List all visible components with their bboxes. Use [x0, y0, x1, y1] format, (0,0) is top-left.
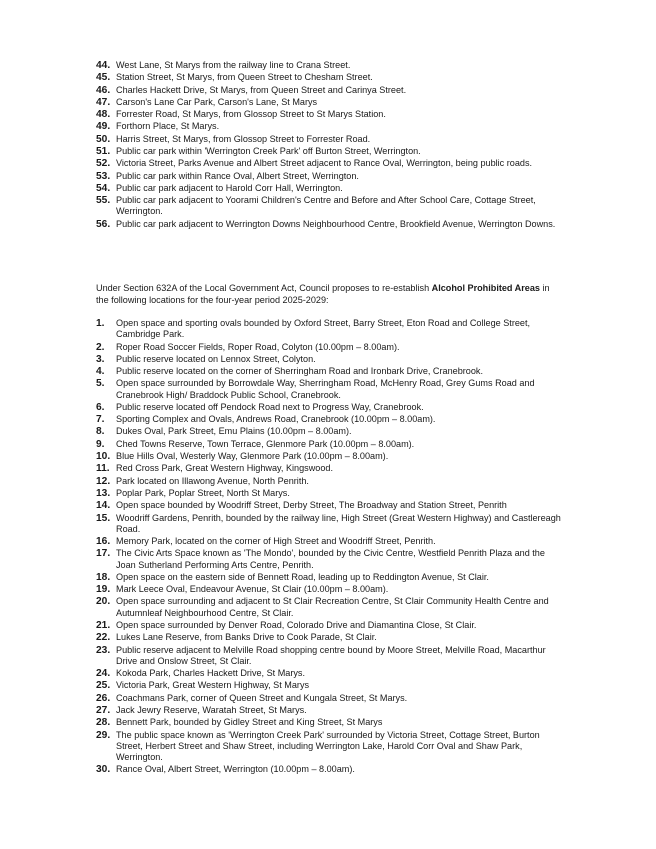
list-item-number: 15.	[96, 512, 111, 524]
list-item	[96, 463, 566, 474]
list-item-number: 18.	[96, 571, 111, 583]
list-item-text: Memory Park, located on the corner of High Street and Woodriff Street, Penrith.	[116, 536, 436, 547]
list-item-number: 28.	[96, 717, 111, 729]
list-item-text: Coachmans Park, corner of Queen Street and Kungala Street, St Marys.	[116, 692, 408, 703]
list-item-text: Station Street, St Marys, from Queen Street to Chesham Street.	[116, 72, 373, 83]
list-item	[96, 645, 566, 667]
list-item-text: Open space surrounding and adjacent to St Clair Recreation Centre, St Clair Community Health Centre and Autumnleaf Neighbourhood Centre, St Clair.	[116, 596, 549, 618]
list-item-text: Victoria Street, Parks Avenue and Albert Street adjacent to Rance Oval, Werrington, being public roads.	[116, 158, 533, 169]
intro-paragraph	[96, 283, 564, 306]
list-item	[96, 596, 566, 618]
list-item-text: Public reserve located on Lennox Street, Colyton.	[116, 353, 316, 364]
list-item-number: 13.	[96, 487, 111, 499]
list-item	[96, 439, 566, 450]
list-item-number: 19.	[96, 584, 111, 596]
list-item-text: Park located on Illawong Avenue, North Penrith.	[116, 475, 309, 486]
list-item	[96, 354, 566, 365]
list-item	[96, 60, 566, 71]
list-item	[96, 572, 566, 583]
list-item	[96, 536, 566, 547]
list-item	[96, 366, 566, 377]
list-item-text: Harris Street, St Marys, from Glossop Street to Forrester Road.	[116, 133, 371, 144]
list-item-text: Woodriff Gardens, Penrith, bounded by the railway line, High Street (Great Western Highway) and Castlereagh Road.	[116, 512, 561, 534]
list-item	[96, 620, 566, 631]
list-item-number: 23.	[96, 644, 111, 656]
list-item-text: Victoria Park, Great Western Highway, St Marys	[116, 680, 310, 691]
list-item-number: 12.	[96, 475, 111, 487]
list-item-number: 47.	[96, 96, 111, 108]
list-item-text: Public car park adjacent to Werrington Downs Neighbourhood Centre, Brookfield Avenue, Werrington Downs.	[116, 218, 556, 229]
list-item-number: 50.	[96, 133, 111, 145]
list-item	[96, 109, 566, 120]
list-item	[96, 668, 566, 679]
list-item-number: 46.	[96, 84, 111, 96]
list-item	[96, 183, 566, 194]
list-item	[96, 342, 566, 353]
list-item	[96, 85, 566, 96]
list-item	[96, 548, 566, 570]
alcohol-prohibited-areas-list	[96, 318, 566, 777]
list-item-number: 25.	[96, 680, 111, 692]
list-item-number: 48.	[96, 109, 111, 121]
list-item-number: 26.	[96, 692, 111, 704]
list-item	[96, 158, 566, 169]
list-item-text: Jack Jewry Reserve, Waratah Street, St Marys.	[116, 704, 307, 715]
list-item-number: 14.	[96, 500, 111, 512]
list-item-number: 17.	[96, 548, 111, 560]
list-item-number: 9.	[96, 438, 105, 450]
list-item-number: 4.	[96, 366, 105, 378]
list-item-number: 29.	[96, 729, 111, 741]
list-item-number: 22.	[96, 632, 111, 644]
list-item-number: 2.	[96, 341, 105, 353]
list-item	[96, 513, 566, 535]
list-item-text: The public space known as 'Werrington Creek Park' surrounded by Victoria Street, Cottage Street, Burton Street, Herbert Street and Shaw Street, including Werrington Lake, Harold Corr Oval and Shaw Park, Werrington.	[116, 729, 540, 762]
list-item-text: Open space surrounded by Borrowdale Way, Sherringham Road, McHenry Road, Grey Gums Road and Cranebrook High/ Braddock Public School, Cranebrook.	[116, 378, 535, 400]
list-item-number: 7.	[96, 414, 105, 426]
list-item-text: Kokoda Park, Charles Hackett Drive, St Marys.	[116, 668, 306, 679]
list-item-number: 53.	[96, 170, 111, 182]
list-item	[96, 97, 566, 108]
list-item-text: Public car park within 'Werrington Creek Park' off Burton Street, Werrington.	[116, 146, 421, 157]
list-item	[96, 426, 566, 437]
list-item-number: 49.	[96, 121, 111, 133]
list-item	[96, 693, 566, 704]
list-item-number: 24.	[96, 668, 111, 680]
list-item	[96, 730, 566, 764]
list-item	[96, 414, 566, 425]
list-item-number: 1.	[96, 318, 105, 329]
list-item-number: 10.	[96, 451, 111, 463]
list-item	[96, 632, 566, 643]
list-item-number: 52.	[96, 158, 111, 170]
list-item	[96, 219, 566, 230]
list-item-number: 16.	[96, 536, 111, 548]
list-item-number: 56.	[96, 218, 111, 230]
list-item-number: 21.	[96, 619, 111, 631]
list-item-text: Open space surrounded by Denver Road, Colorado Drive and Diamantina Close, St Clair.	[116, 619, 477, 630]
list-item	[96, 584, 566, 595]
list-item-text: The Civic Arts Space known as 'The Mondo', bounded by the Civic Centre, Westfield Penrith Plaza and the Joan Sutherland Performing Arts Centre, Penrith.	[116, 548, 545, 570]
list-item	[96, 764, 566, 775]
list-item-text: Charles Hackett Drive, St Marys, from Queen Street and Carinya Street.	[116, 84, 407, 95]
road-car-park-list	[96, 60, 566, 231]
list-item	[96, 134, 566, 145]
list-item-number: 27.	[96, 704, 111, 716]
list-item-text: Dukes Oval, Park Street, Emu Plains (10.00pm – 8.00am).	[116, 426, 352, 437]
list-item-text: Public car park adjacent to Yoorami Children's Centre and Before and After School Care, Cottage Street, Werrington.	[116, 195, 536, 217]
list-item-text: Lukes Lane Reserve, from Banks Drive to Cook Parade, St Clair.	[116, 632, 377, 643]
list-item-number: 30.	[96, 764, 111, 776]
list-item-number: 5.	[96, 378, 105, 390]
list-item	[96, 705, 566, 716]
intro-bold: Alcohol Prohibited Areas	[431, 283, 540, 293]
list-item-text: Roper Road Soccer Fields, Roper Road, Colyton (10.00pm – 8.00am).	[116, 341, 400, 352]
list-item-text: Public car park adjacent to Harold Corr Hall, Werrington.	[116, 182, 343, 193]
list-item	[96, 488, 566, 499]
list-item	[96, 402, 566, 413]
list-item	[96, 195, 566, 217]
intro-before: Under Section 632A of the Local Government Act, Council proposes to re-establish	[96, 283, 432, 293]
list-item-number: 3.	[96, 353, 105, 365]
list-item-text: Public reserve adjacent to Melville Road shopping centre bound by Moore Street, Melville Road, Macarthur Drive and Onslow Street, St Clair.	[116, 644, 546, 666]
list-item-text: Public reserve located off Pendock Road next to Progress Way, Cranebrook.	[116, 401, 424, 412]
list-item-text: Public reserve located on the corner of Sherringham Road and Ironbark Drive, Cranebrook.	[116, 366, 483, 377]
list-item-number: 11.	[96, 463, 110, 475]
list-item	[96, 171, 566, 182]
list-item	[96, 500, 566, 511]
list-item-number: 20.	[96, 596, 111, 608]
list-item-number: 45.	[96, 72, 111, 84]
list-item-text: Open space bounded by Woodriff Street, Derby Street, The Broadway and Station Street, Penrith	[116, 500, 507, 511]
list-item	[96, 476, 566, 487]
list-item	[96, 146, 566, 157]
list-item-text: Rance Oval, Albert Street, Werrington (10.00pm – 8.00am).	[116, 764, 355, 775]
list-item-text: Poplar Park, Poplar Street, North St Marys.	[116, 487, 290, 498]
list-item-text: Forthorn Place, St Marys.	[116, 121, 220, 132]
list-item-number: 51.	[96, 146, 111, 158]
list-item-text: Red Cross Park, Great Western Highway, Kingswood.	[116, 463, 333, 474]
list-item	[96, 121, 566, 132]
list-item-text: Carson's Lane Car Park, Carson's Lane, St Marys	[116, 96, 318, 107]
list-item-text: Blue Hills Oval, Westerly Way, Glenmore Park (10.00pm – 8.00am).	[116, 451, 389, 462]
list-item-text: West Lane, St Marys from the railway line to Crana Street.	[116, 60, 351, 70]
list-item	[96, 717, 566, 728]
list-item-text: Public car park within Rance Oval, Albert Street, Werrington.	[116, 170, 359, 181]
list-item	[96, 72, 566, 83]
list-item-text: Bennett Park, bounded by Gidley Street and King Street, St Marys	[116, 717, 383, 728]
list-item	[96, 378, 566, 400]
list-item	[96, 680, 566, 691]
list-item-number: 44.	[96, 60, 111, 71]
list-item-text: Mark Leece Oval, Endeavour Avenue, St Clair (10.00pm – 8.00am).	[116, 584, 389, 595]
list-item-number: 55.	[96, 195, 111, 207]
list-item	[96, 318, 566, 340]
list-item-number: 54.	[96, 182, 111, 194]
list-item-text: Open space on the eastern side of Bennett Road, leading up to Reddington Avenue, St Clair.	[116, 571, 489, 582]
list-item-text: Ched Towns Reserve, Town Terrace, Glenmore Park (10.00pm – 8.00am).	[116, 438, 415, 449]
list-item	[96, 451, 566, 462]
list-item-text: Forrester Road, St Marys, from Glossop Street to St Marys Station.	[116, 109, 386, 120]
list-item-number: 8.	[96, 426, 105, 438]
list-item-number: 6.	[96, 401, 105, 413]
list-item-text: Open space and sporting ovals bounded by Oxford Street, Barry Street, Eton Road and College Street, Cambridge Park.	[116, 318, 531, 340]
intro-after: in the following locations for the four-year period 2025-2029:	[96, 283, 550, 305]
list-item-text: Sporting Complex and Ovals, Andrews Road, Cranebrook (10.00pm – 8.00am).	[116, 414, 436, 425]
